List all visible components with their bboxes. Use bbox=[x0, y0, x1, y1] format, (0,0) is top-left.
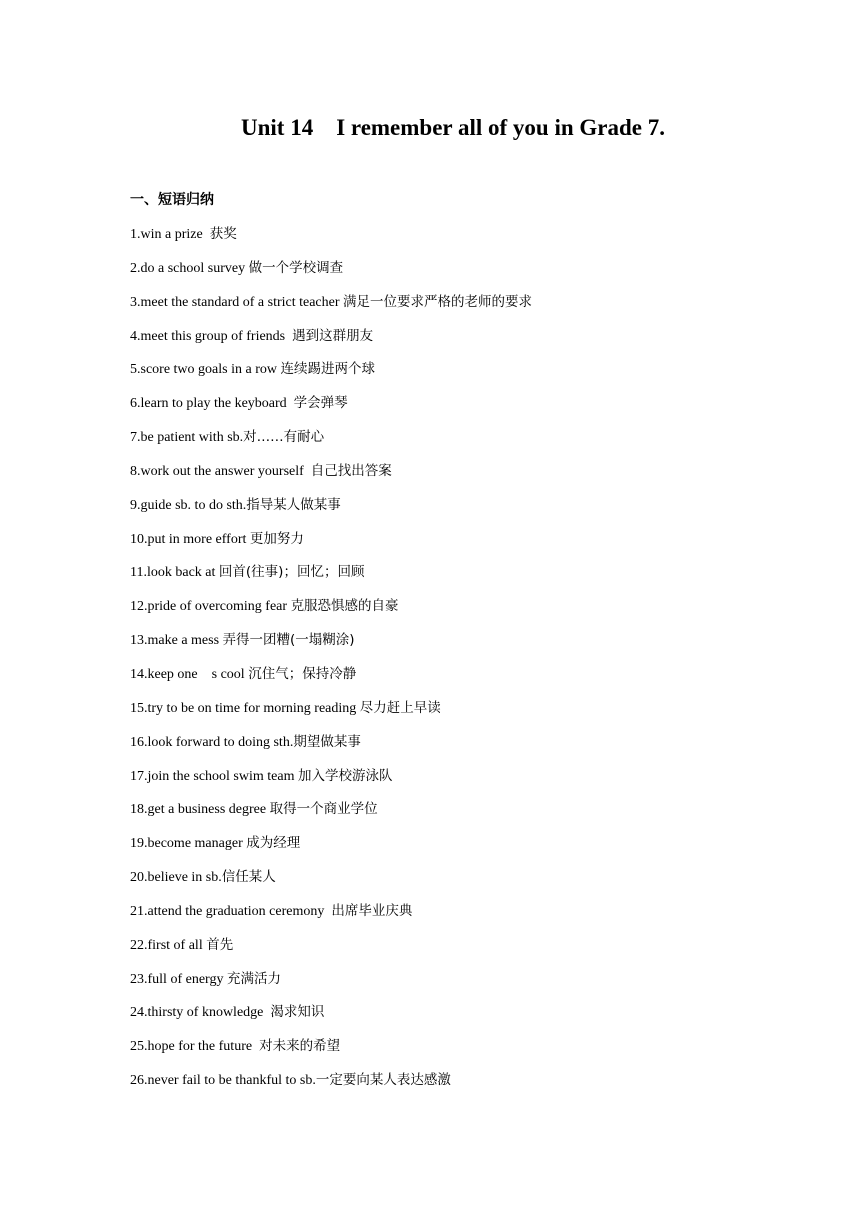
phrase-item bbox=[130, 662, 810, 696]
phrase-item bbox=[130, 1000, 810, 1034]
phrase-english: 15.try to be on time for morning reading bbox=[130, 700, 360, 716]
phrase-item bbox=[130, 391, 810, 425]
phrase-chinese: 弄得一团糟(一塌糊涂) bbox=[222, 632, 355, 649]
phrase-item bbox=[130, 357, 810, 391]
phrase-chinese: 连续踢进两个球 bbox=[280, 361, 375, 378]
phrase-item bbox=[130, 290, 810, 324]
phrase-chinese: 渴求知识 bbox=[270, 1004, 325, 1021]
phrase-chinese: 遇到这群朋友 bbox=[292, 327, 374, 344]
phrase-item bbox=[130, 865, 810, 899]
phrase-chinese: 尽力赶上早读 bbox=[359, 699, 441, 716]
phrase-chinese: 充满活力 bbox=[226, 970, 281, 987]
phrase-item bbox=[130, 831, 810, 865]
section-heading: 一、短语归纳 bbox=[130, 192, 214, 208]
phrase-chinese: 做一个学校调查 bbox=[248, 259, 344, 276]
phrase-english: 16.look forward to doing sth. bbox=[130, 734, 294, 750]
phrase-chinese: 学会弹琴 bbox=[293, 395, 348, 412]
phrase-english: 17.join the school swim team bbox=[130, 768, 298, 784]
phrase-english: 5.score two goals in a row bbox=[130, 362, 281, 378]
phrase-english: 19.become manager bbox=[130, 836, 247, 852]
phrase-chinese: 沉住气；保持冷静 bbox=[248, 665, 357, 682]
phrase-english: 24.thirsty of knowledge bbox=[130, 1005, 271, 1021]
phrase-english: 26.never fail to be thankful to sb. bbox=[130, 1073, 316, 1089]
phrase-english: 1.win a prize bbox=[130, 227, 210, 242]
phrase-item bbox=[130, 628, 810, 662]
phrase-english: 4.meet this group of friends bbox=[130, 328, 293, 344]
phrase-item bbox=[130, 594, 810, 628]
phrase-chinese: 首先 bbox=[206, 936, 234, 953]
phrase-chinese: 指导某人做某事 bbox=[246, 496, 341, 513]
phrase-english: 11.look back at bbox=[130, 565, 219, 581]
phrase-chinese: 克服恐惧感的自豪 bbox=[290, 598, 399, 615]
phrase-item bbox=[130, 324, 810, 358]
phrase-english: 21.attend the graduation ceremony bbox=[130, 903, 332, 919]
phrase-item bbox=[130, 493, 810, 527]
phrase-chinese: 取得一个商业学位 bbox=[269, 801, 378, 818]
phrase-item bbox=[130, 899, 810, 933]
page-title: Unit 14 I remember all of you in Grade 7. bbox=[241, 115, 665, 140]
phrase-chinese: 对……有耐心 bbox=[243, 429, 325, 446]
phrase-chinese: 满足一位要求严格的老师的要求 bbox=[343, 293, 533, 310]
phrase-english: 6.learn to play the keyboard bbox=[130, 396, 294, 412]
phrase-item bbox=[130, 730, 810, 764]
phrase-english: 14.keep one s cool bbox=[130, 666, 249, 682]
phrase-english: 12.pride of overcoming fear bbox=[130, 599, 291, 615]
phrase-english: 9.guide sb. to do sth. bbox=[130, 497, 247, 513]
phrase-english: 18.get a business degree bbox=[130, 802, 270, 818]
phrase-english: 23.full of energy bbox=[130, 971, 227, 987]
phrase-chinese: 信任某人 bbox=[221, 869, 276, 886]
phrase-english: 3.meet the standard of a strict teacher bbox=[130, 294, 344, 310]
phrase-english: 2.do a school survey bbox=[130, 260, 249, 276]
phrase-chinese: 一定要向某人表达感激 bbox=[315, 1072, 451, 1089]
phrase-english: 13.make a mess bbox=[130, 633, 223, 649]
phrase-item bbox=[130, 222, 810, 256]
phrase-item bbox=[130, 256, 810, 290]
phrase-item bbox=[130, 560, 810, 594]
phrase-list bbox=[130, 222, 810, 1102]
phrase-english: 20.believe in sb. bbox=[130, 870, 222, 886]
phrase-item bbox=[130, 967, 810, 1001]
phrase-chinese: 加入学校游泳队 bbox=[297, 767, 393, 784]
phrase-chinese: 获奖 bbox=[209, 226, 237, 242]
phrase-chinese: 自己找出答案 bbox=[310, 462, 392, 479]
phrase-chinese: 回首(往事)；回忆；回顾 bbox=[218, 564, 365, 581]
phrase-item bbox=[130, 1034, 810, 1068]
phrase-chinese: 更加努力 bbox=[249, 530, 304, 547]
phrase-chinese: 成为经理 bbox=[246, 835, 301, 852]
phrase-item bbox=[130, 764, 810, 798]
phrase-item bbox=[130, 696, 810, 730]
phrase-item bbox=[130, 527, 810, 561]
phrase-item bbox=[130, 425, 810, 459]
phrase-item bbox=[130, 459, 810, 493]
phrase-chinese: 出席毕业庆典 bbox=[331, 902, 413, 919]
phrase-english: 8.work out the answer yourself bbox=[130, 463, 311, 479]
phrase-english: 22.first of all bbox=[130, 937, 207, 953]
phrase-item bbox=[130, 797, 810, 831]
phrase-english: 7.be patient with sb. bbox=[130, 430, 244, 446]
phrase-item bbox=[130, 933, 810, 967]
phrase-english: 10.put in more effort bbox=[130, 531, 250, 547]
phrase-english: 25.hope for the future bbox=[130, 1039, 260, 1055]
phrase-chinese: 期望做某事 bbox=[293, 733, 361, 750]
phrase-chinese: 对未来的希望 bbox=[259, 1038, 341, 1055]
phrase-item bbox=[130, 1068, 810, 1102]
